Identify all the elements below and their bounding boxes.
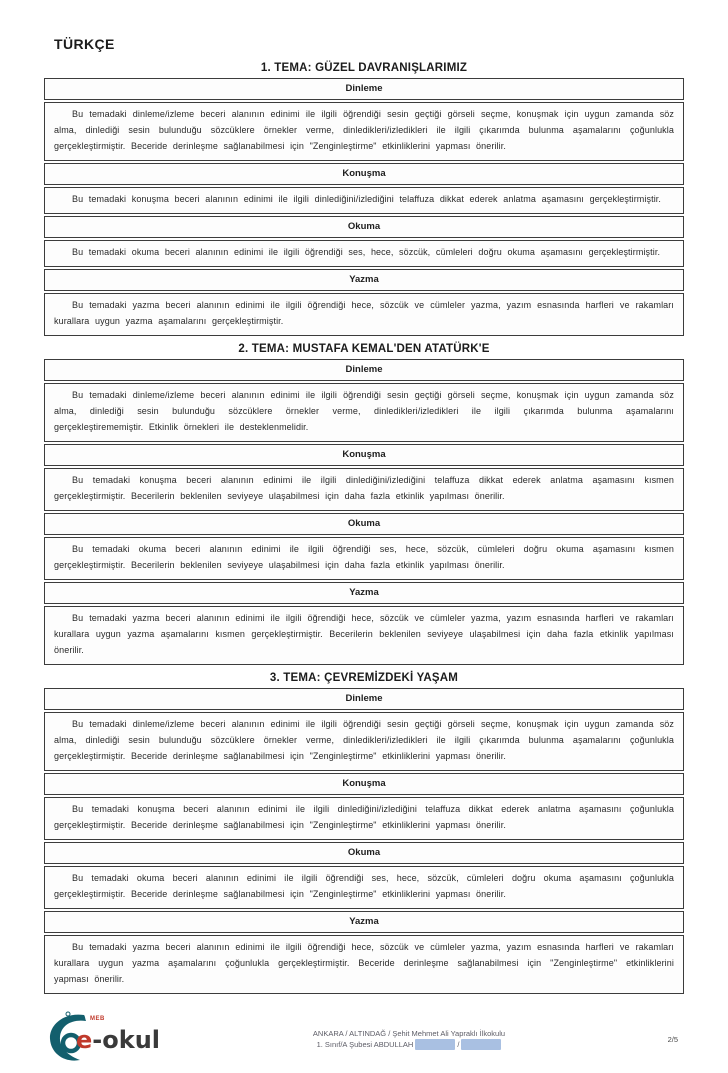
- theme-1: [44, 62, 684, 336]
- section-body-yazma: Bu temadaki yazma beceri alanının edinimi ile ilgili öğrendiği hece, sözcük ve cümleler yazma, yazım esnasında harfleri ve rakamları kurallara uygun yazma aşamalarını çoğunlukla gerçekleştirmiştir. Beceride derinleşme sağlanabilmesi için "Zenginleştirme" etkinliklerini yapması önerilir.: [44, 935, 684, 994]
- section-body-konusma: Bu temadaki konuşma beceri alanının edinimi ile ilgili dinlediğini/izlediğini telaffuza dikkat ederek anlatma aşamasını çoğunlukla gerçekleştirmiştir. Beceride derinleşme sağlanabilmesi için "Zenginleştirme" etkinliklerini yapması önerilir.: [44, 797, 684, 840]
- theme-1-title: 1. TEMA: GÜZEL DAVRANIŞLARIMIZ: [260, 62, 468, 74]
- theme-2: [44, 343, 684, 665]
- section-body-dinleme: Bu temadaki dinleme/izleme beceri alanının edinimi ile ilgili öğrendiği sesin geçtiği görseli seçme, konuşmak için uygun zamanda söz alma, dinlediği sesin bulunduğu sözcüklere örnekler verme, dinledikleri/izledikleri ile ilgili çıkarımda bulunma aşamalarını çoğunlukla gerçekleştirmiştir. Beceride derinleşme sağlanabilmesi için "Zenginleştirme" etkinliklerini yapması önerilir.: [44, 712, 684, 771]
- section-body-okuma: Bu temadaki okuma beceri alanının edinimi ile ilgili öğrendiği ses, hece, sözcük, cümleleri doğru okuma aşamasını çoğunlukla gerçekleştirmiştir. Beceride derinleşme sağlanabilmesi için "Zenginleştirme" etkinliklerini yapması önerilir.: [44, 866, 684, 909]
- section-body-okuma: Bu temadaki okuma beceri alanının edinimi ile ilgili öğrendiği ses, hece, sözcük, cümleleri doğru okuma aşamasını gerçekleştirmiştir.: [44, 240, 684, 267]
- theme-3: [44, 672, 684, 994]
- theme-3-table: [44, 688, 684, 994]
- section-body-konusma: Bu temadaki konuşma beceri alanının edinimi ile ilgili dinlediğini/izlediğini telaffuza dikkat ederek anlatma aşamasını gerçekleştirmiştir.: [44, 187, 684, 214]
- redaction-box: [415, 1039, 455, 1050]
- page-number: 2/5: [667, 1034, 678, 1044]
- section-header-yazma: Yazma: [44, 582, 684, 604]
- section-body-yazma: Bu temadaki yazma beceri alanının edinimi ile ilgili öğrendiği hece, sözcük ve cümleler yazma, yazım esnasında harfleri ve rakamları kurallara uygun yazma aşamalarını gerçekleştirmiştir.: [44, 293, 684, 336]
- logo-text: [76, 1026, 160, 1054]
- section-header-konusma: Konuşma: [44, 773, 684, 795]
- section-body-konusma: Bu temadaki konuşma beceri alanının edinimi ile ilgili dinlediğini/izlediğini telaffuza dikkat ederek anlatma aşamasını kısmen gerçekleştirmiştir. Becerilerin beklenilen seviyeye ulaşabilmesi için daha fazla etkinlik yapılması önerilir.: [44, 468, 684, 511]
- eokul-logo: [44, 1010, 194, 1068]
- section-header-dinleme: Dinleme: [44, 359, 684, 381]
- section-header-konusma: Konuşma: [44, 163, 684, 185]
- page-footer: [44, 1010, 684, 1068]
- class-line: [317, 1039, 502, 1050]
- section-header-okuma: Okuma: [44, 842, 684, 864]
- theme-3-title: 3. TEMA: ÇEVREMİZDEKİ YAŞAM: [269, 672, 459, 684]
- section-header-yazma: Yazma: [44, 911, 684, 933]
- theme-1-table: [44, 78, 684, 336]
- section-header-dinleme: Dinleme: [44, 78, 684, 100]
- logo-e: e: [76, 1026, 93, 1054]
- theme-2-title: 2. TEMA: MUSTAFA KEMAL'DEN ATATÜRK'E: [238, 343, 490, 355]
- section-header-okuma: Okuma: [44, 216, 684, 238]
- section-body-okuma: Bu temadaki okuma beceri alanının edinimi ile ilgili öğrendiği ses, hece, sözcük, cümleleri doğru okuma aşamasını kısmen gerçekleştirmiştir. Becerilerin beklenilen seviyeye ulaşabilmesi için daha fazla etkinlik yapılması önerilir.: [44, 537, 684, 580]
- redaction-box: [461, 1039, 501, 1050]
- section-body-dinleme: Bu temadaki dinleme/izleme beceri alanının edinimi ile ilgili öğrendiği sesin geçtiği görseli seçme, konuşmak için uygun zamanda söz alma, dinlediği sesin bulunduğu sözcüklere örnekler verme, dinledikleri/izledikleri ile ilgili çıkarımda bulunma aşamalarını gerçekleştirememiştir. Etkinlik örnekleri ile desteklenmelidir.: [44, 383, 684, 442]
- theme-2-table: [44, 359, 684, 665]
- section-body-dinleme: Bu temadaki dinleme/izleme beceri alanının edinimi ile ilgili öğrendiği sesin geçtiği görseli seçme, konuşmak için uygun zamanda söz alma, dinlediği sesin bulunduğu sözcüklere örnekler verme, dinledikleri/izledikleri ile ilgili çıkarımda bulunma aşamalarını çoğunlukla gerçekleştirmiştir. Beceride derinleşme sağlanabilmesi için "Zenginleştirme" etkinliklerini yapması önerilir.: [44, 102, 684, 161]
- school-line: ANKARA / ALTINDAĞ / Şehit Mehmet Ali Yapraklı İlkokulu: [312, 1029, 506, 1038]
- logo-meb-text: MEB: [90, 1016, 105, 1022]
- class-line-text: 1. Sınıf/A Şubesi ABDULLAH: [316, 1040, 414, 1049]
- section-header-dinleme: Dinleme: [44, 688, 684, 710]
- class-line-separator: /: [457, 1040, 460, 1049]
- section-header-konusma: Konuşma: [44, 444, 684, 466]
- footer-school-info: [194, 1028, 624, 1050]
- section-header-yazma: Yazma: [44, 269, 684, 291]
- section-header-okuma: Okuma: [44, 513, 684, 535]
- subject-title: TÜRKÇE: [54, 36, 115, 52]
- section-body-yazma: Bu temadaki yazma beceri alanının edinimi ile ilgili öğrendiği hece, sözcük ve cümleler yazma, yazım esnasında harfleri ve rakamları kurallara uygun yazma aşamalarını kısmen gerçekleştirmiştir. Becerilerin beklenilen seviyeye ulaşabilmesi için daha fazla etkinlik yapılması önerilir.: [44, 606, 684, 665]
- logo-okul: -okul: [92, 1026, 161, 1054]
